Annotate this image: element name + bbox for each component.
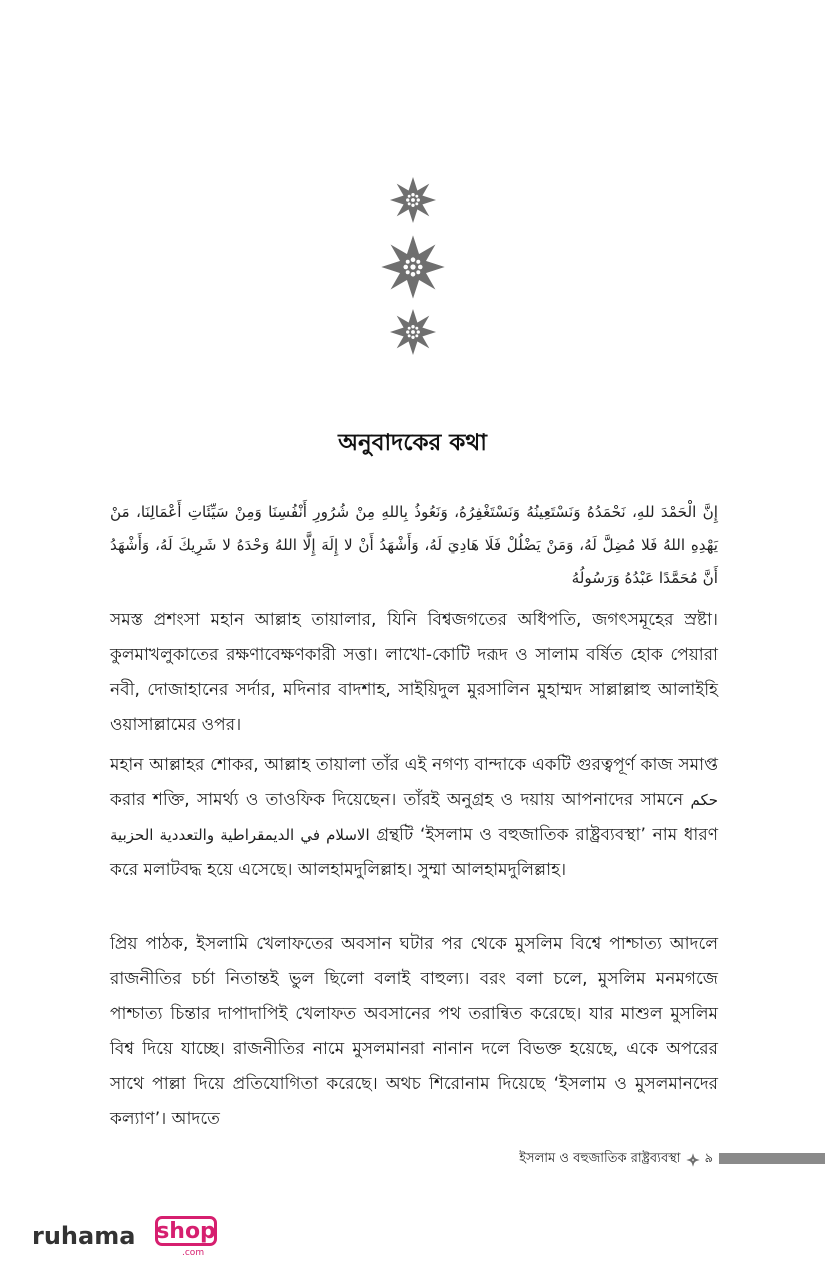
page-number: ৯	[704, 1151, 713, 1166]
flower-ornament-icon	[686, 1153, 700, 1167]
chapter-title: অনুবাদকের কথা	[338, 430, 487, 456]
logo-text-ruhama: ruhama	[32, 1222, 136, 1250]
footer-bar	[719, 1153, 825, 1164]
flower-ornament-icon	[380, 234, 446, 300]
paragraph-praise: সমস্ত প্রশংসা মহান আল্লাহ তায়ালার, যিনি বিশ্বজগতের অধিপতি, জগৎসমূহের স্রষ্টা। কুলমাখলুকাতের রক্ষণাবেক্ষণকারী সত্তা। লাখো-কোটি দরূদ ও সালাম বর্ষিত হোক পেয়ারা নবী, দোজাহানের সর্দার, মদিনার বাদশাহ, সাইয়িদুল মুরসালিন মুহাম্মদ সাল্লাল্লাহু আলাইহি ওয়াসাল্লামের ওপর।	[110, 610, 718, 735]
paragraph-gratitude-end: গ্রন্থটি ‘ইসলাম ও বহুজাতিক রাষ্ট্রব্যবস্থা’ নাম ধারণ করে মলাটবদ্ধ হয়ে এসেছে। আলহামদুলিল্লাহ। সুম্মা আলহামদুলিল্লাহ।	[110, 825, 718, 880]
paragraph-gratitude	[110, 748, 718, 888]
logo-domain: .com	[182, 1248, 205, 1258]
footer-book-title: ইসলাম ও বহুজাতিক রাষ্ট্রব্যবস্থা	[519, 1151, 681, 1166]
flower-ornament-icon	[389, 176, 437, 224]
arabic-invocation: إِنَّ الْحَمْدَ للهِ، نَحْمَدُهُ وَنَسْتَعِينُهُ وَنَسْتَغْفِرُهُ، وَنَعُوذُ بِاللهِ مِنْ شُرُورِ أَنْفُسِنَا وَمِنْ سَيِّئَاتِ أَعْمَالِنَا، مَنْ يَهْدِهِ اللهُ فَلا مُضِلَّ لَهُ، وَمَنْ يَضْلُلْ فَلَا هَادِيَ لَهُ، وَأَشْهَدُ أَنْ لا إِلَهَ إِلَّا اللهُ وَحْدَهُ لا شَرِيكَ لَهُ، وَأَشْهَدُ أَنَّ مُحَمَّدًا عَبْدُهُ وَرَسُولُهُ	[110, 503, 718, 587]
flower-ornament-icon	[389, 308, 437, 356]
paragraph-reader: প্রিয় পাঠক, ইসলামি খেলাফতের অবসান ঘটার পর থেকে মুসলিম বিশ্বে পাশ্চাত্য আদলে রাজনীতির চর্চা নিতান্তই ভুল ছিলো বলাই বাহুল্য। বরং বলা চলে, মুসলিম মনমগজে পাশ্চাত্য চিন্তার দাপাদাপিই খেলাফত অবসানের পথ তরান্বিত করেছে। যার মাশুল মুসলিম বিশ্ব দিয়ে যাচ্ছে। রাজনীতির নামে মুসলমানরা নানান দলে বিভক্ত হয়েছে, একে অপরের সাথে পাল্লা দিয়ে প্রতিযোগিতা করেছে। অথচ শিরোনাম দিয়েছে ‘ইসলাম ও মুসলমানদের কল্যাণ’। আদতে	[110, 934, 718, 1129]
decorative-ornaments	[0, 176, 825, 356]
running-footer	[519, 1149, 713, 1170]
paragraph-gratitude-start: মহান আল্লাহর শোকর, আল্লাহ তায়ালা তাঁর এই নগণ্য বান্দাকে একটি গুরত্বপূর্ণ কাজ সমাপ্ত করার শক্তি, সামর্থ্য ও তাওফিক দিয়েছেন। তাঁরই অনুগ্রহ ও দয়ায় আপনাদের সামনে	[110, 755, 718, 810]
brand-logo	[32, 1216, 232, 1260]
arabic-book-title: حكم الاسلام في الديمقراطية والتعددية الحزبية	[110, 791, 719, 844]
logo-text-shop: shop	[155, 1216, 217, 1246]
